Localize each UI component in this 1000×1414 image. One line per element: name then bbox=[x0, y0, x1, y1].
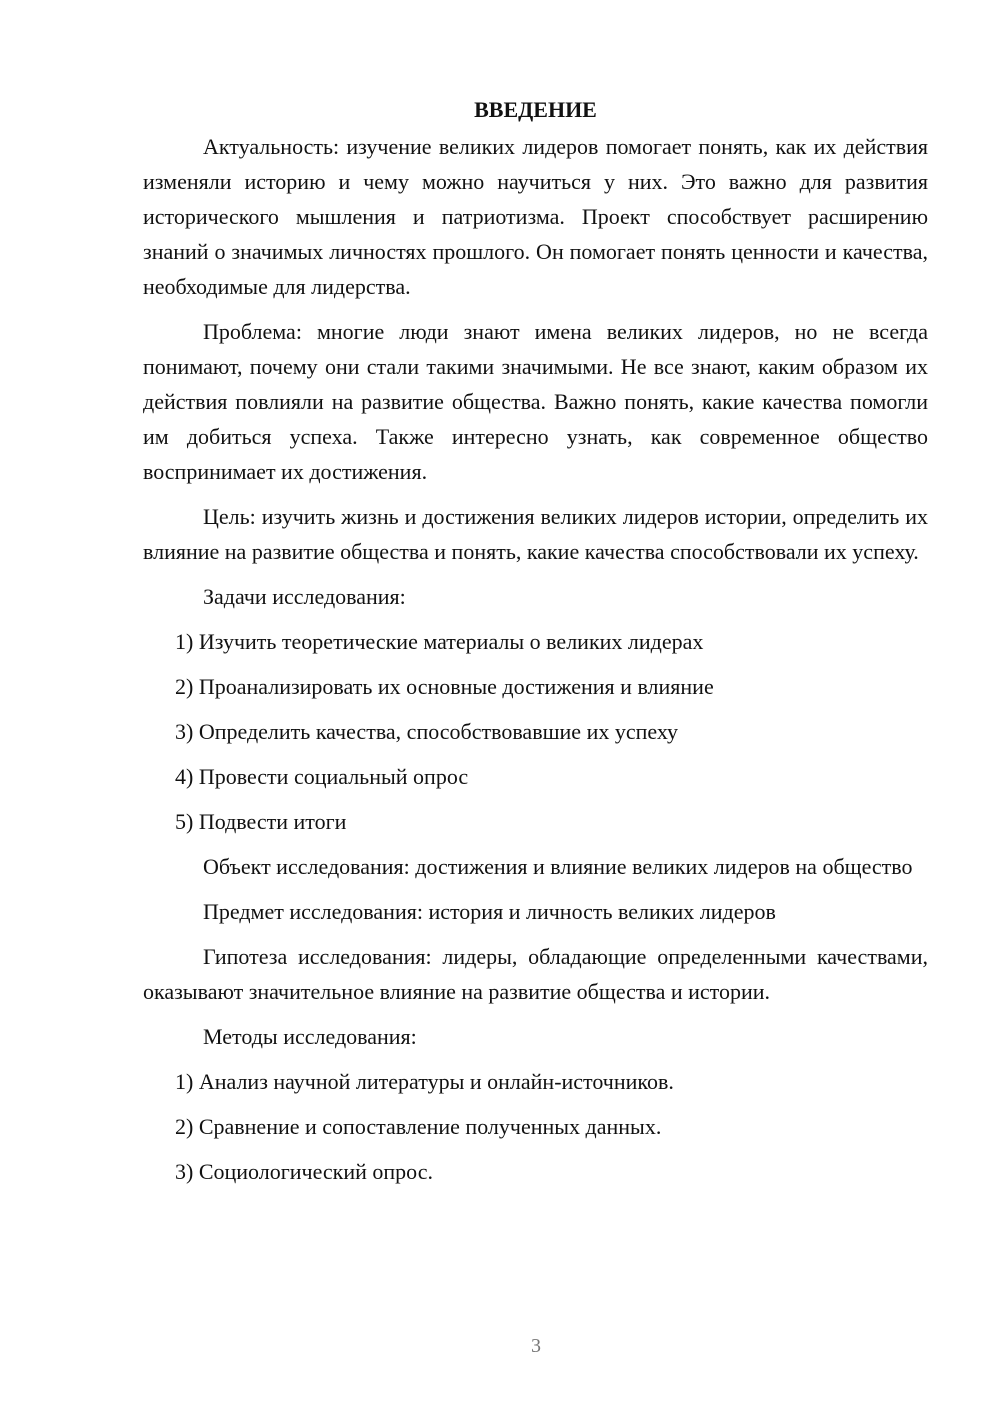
list-item: 3) Социологический опрос. bbox=[175, 1159, 433, 1184]
tasks-list bbox=[143, 624, 928, 839]
list-item: 5) Подвести итоги bbox=[175, 809, 347, 834]
list-item: 1) Изучить теоретические материалы о великих лидерах bbox=[175, 629, 704, 654]
list-item: 2) Сравнение и сопоставление полученных данных. bbox=[175, 1114, 662, 1139]
object-paragraph: Объект исследования: достижения и влияние великих лидеров на общество bbox=[203, 854, 913, 879]
problem-paragraph: Проблема: многие люди знают имена великих лидеров, но не всегда понимают, почему они стали такими значимыми. Не все знают, каким образом их действия повлияли на развитие общества. Важно понять, какие качества помогли им добиться успеха. Также интересно узнать, как современное общество воспринимает их достижения. bbox=[143, 319, 928, 484]
subject-paragraph: Предмет исследования: история и личность великих лидеров bbox=[203, 899, 776, 924]
page-content bbox=[143, 92, 928, 1199]
hypothesis-paragraph: Гипотеза исследования: лидеры, обладающие определенными качествами, оказывают значительное влияние на развитие общества и истории. bbox=[143, 944, 928, 1004]
page-title: ВВЕДЕНИЕ bbox=[474, 97, 597, 122]
relevance-paragraph: Актуальность: изучение великих лидеров помогает понять, как их действия изменяли историю и чему можно научиться у них. Это важно для развития исторического мышления и патриотизма. Проект способствует расширению знаний о значимых личностях прошлого. Он помогает понять ценности и качества, необходимые для лидерства. bbox=[143, 134, 928, 299]
list-item: 1) Анализ научной литературы и онлайн-источников. bbox=[175, 1069, 674, 1094]
methods-list bbox=[143, 1064, 928, 1189]
list-item: 4) Провести социальный опрос bbox=[175, 764, 469, 789]
methods-heading: Методы исследования: bbox=[203, 1024, 417, 1049]
page-number: 3 bbox=[531, 1335, 541, 1357]
goal-paragraph: Цель: изучить жизнь и достижения великих лидеров истории, определить их влияние на развитие общества и понять, какие качества способствовали их успеху. bbox=[143, 504, 928, 564]
list-item: 2) Проанализировать их основные достижения и влияние bbox=[175, 674, 714, 699]
tasks-heading: Задачи исследования: bbox=[203, 584, 406, 609]
list-item: 3) Определить качества, способствовавшие их успеху bbox=[175, 719, 679, 744]
